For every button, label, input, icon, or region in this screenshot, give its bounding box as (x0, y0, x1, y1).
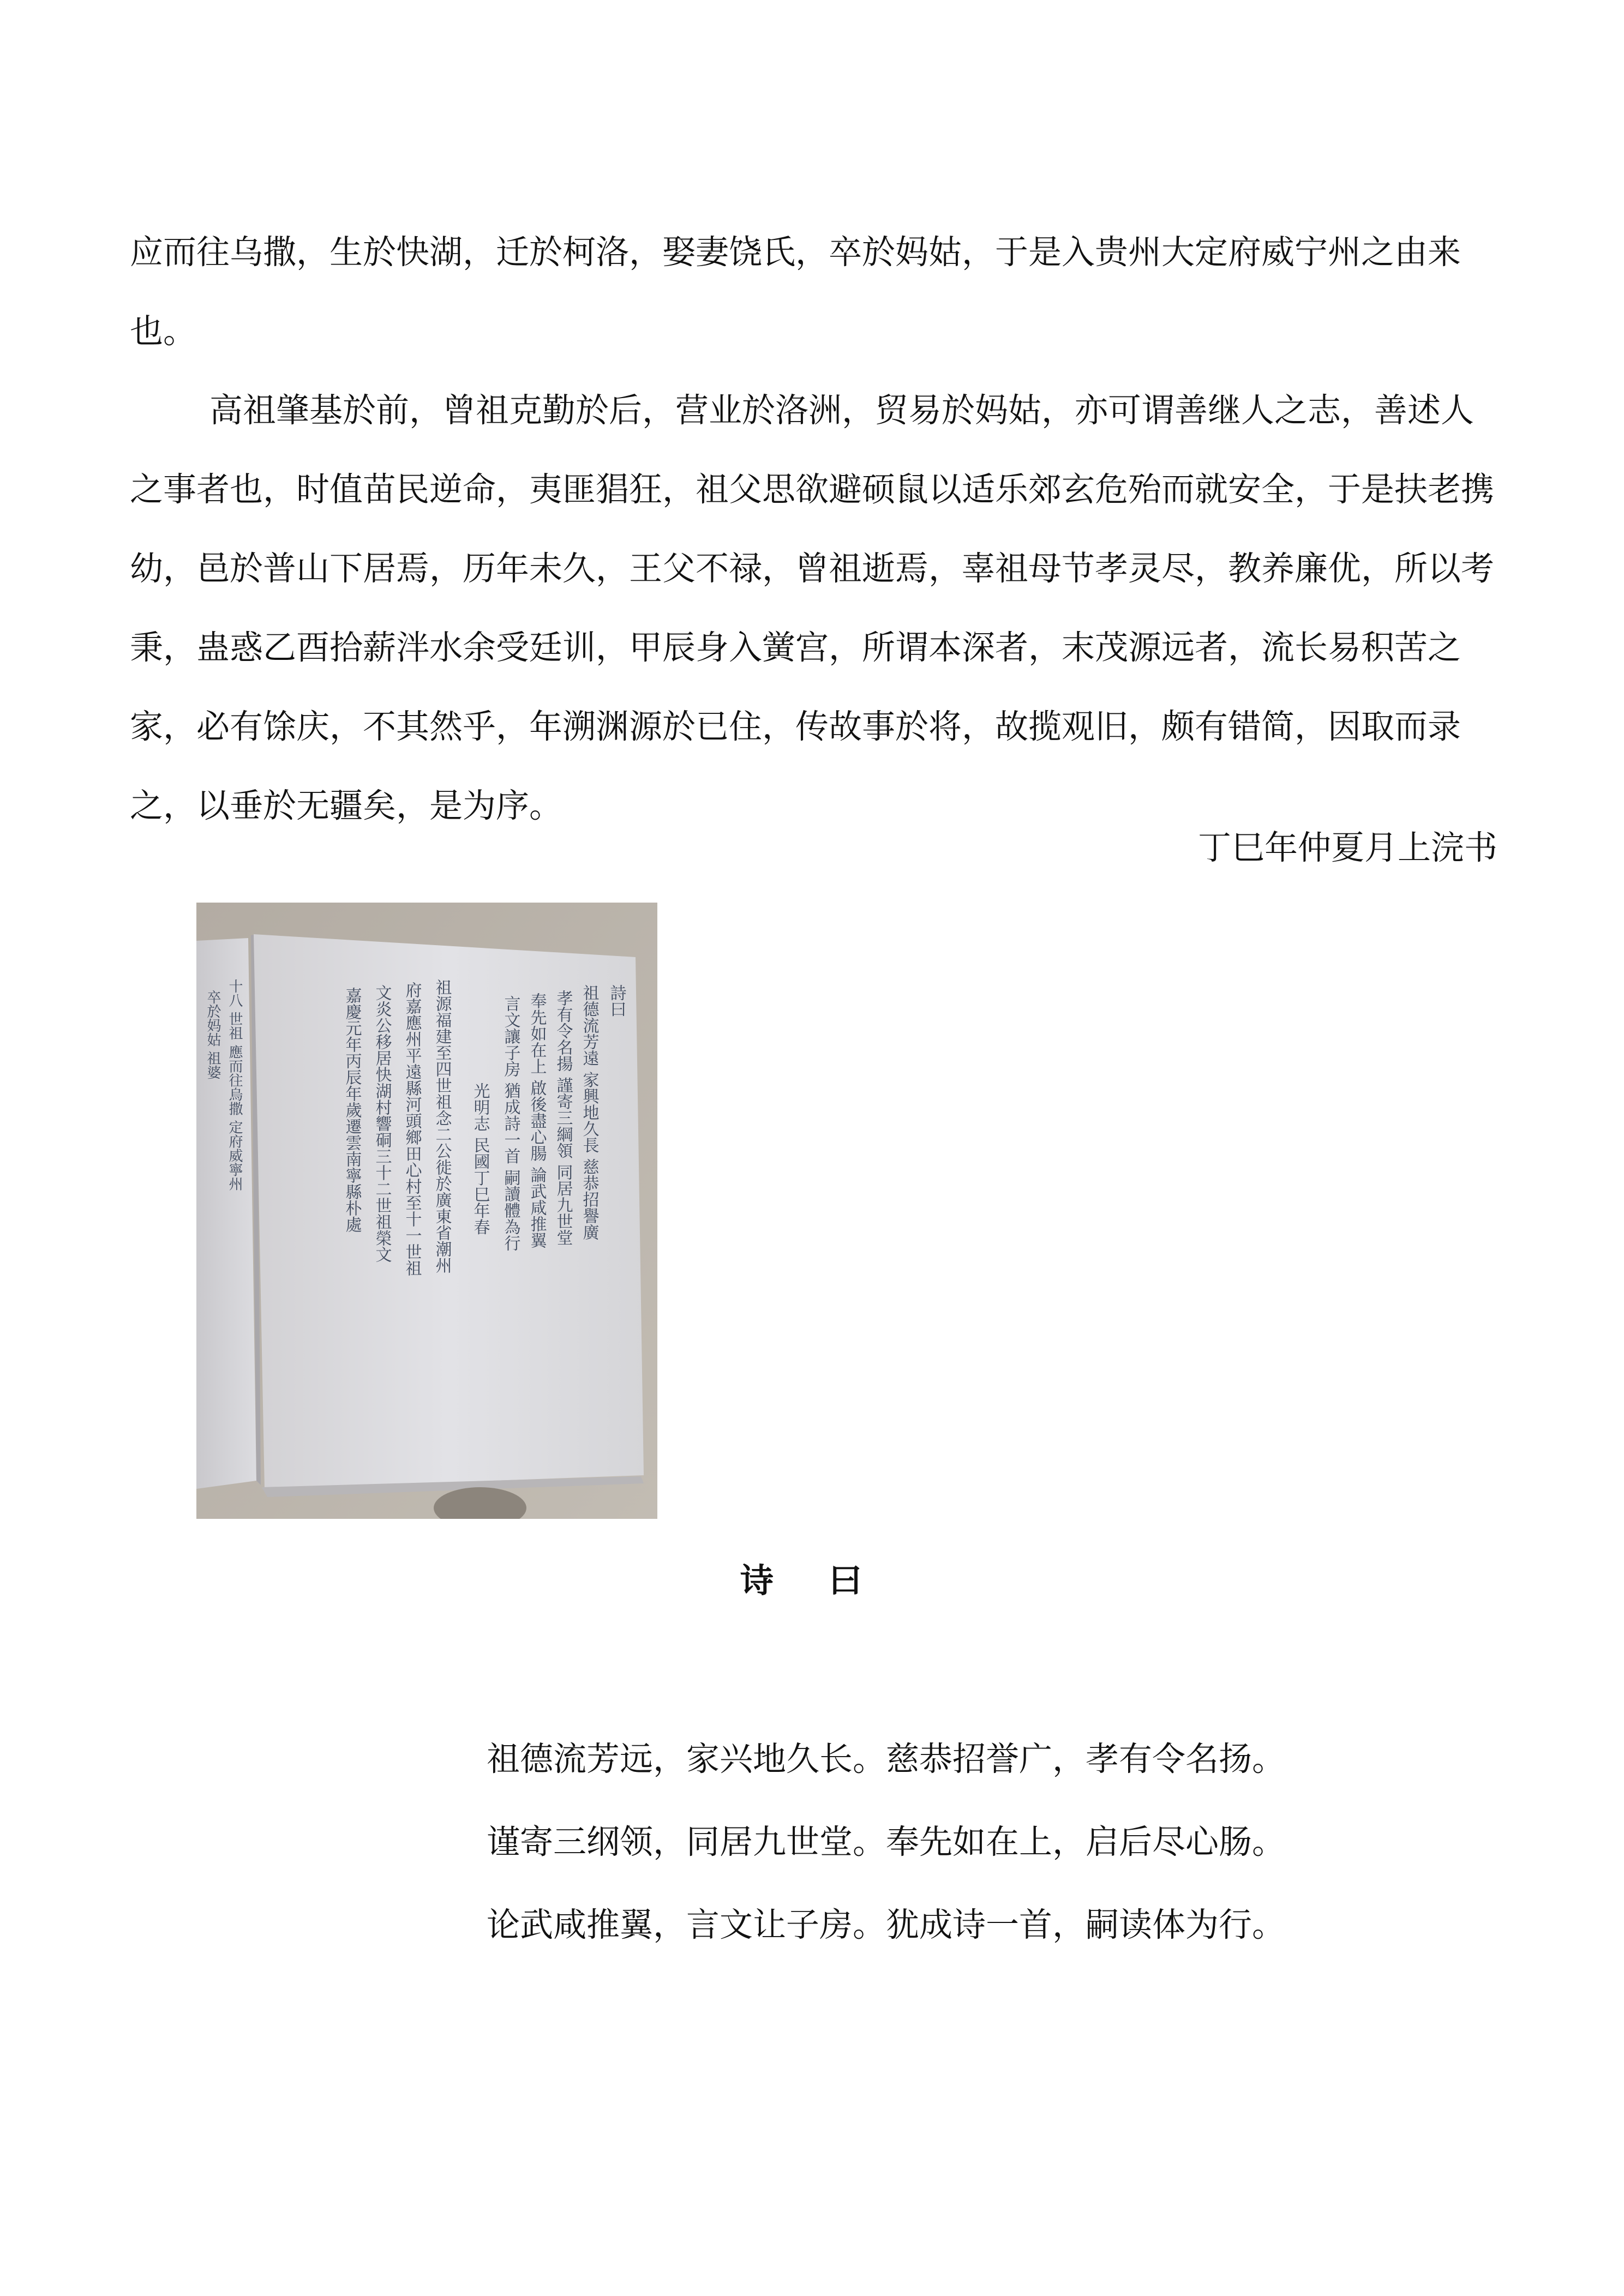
poem-text (487, 1718, 1285, 1967)
manuscript-photo (196, 903, 657, 1519)
manuscript-column: 府嘉應州平遠縣河頭鄉田心村至十一世祖 (402, 982, 422, 1276)
manuscript-column: 卒於妈姑 祖婆 (205, 990, 221, 1080)
manuscript-column: 詩曰 (607, 984, 626, 1017)
manuscript-column: 祖源福建至四世祖念二公徙於廣東省潮州 (432, 979, 452, 1273)
manuscript-column: 嘉慶元年丙辰年歲遷雲南寧縣朴處 (342, 987, 362, 1233)
preface-paragraph: 应而往乌撒，生於快湖，迁於柯洛，娶妻饶氏，卒於妈姑，于是入贵州大定府威宁州之由来也。 (130, 233, 1461, 351)
manuscript-column: 孝有令名揚 謹寄三綱領 同居九世堂 (553, 990, 573, 1246)
preface-text (130, 213, 1505, 845)
poem-line: 谨寄三纲领，同居九世堂。奉先如在上，启后尽心肠。 (487, 1823, 1286, 1861)
manuscript-column: 祖德流芳遠 家興地久長 慈恭招譽廣 (579, 984, 599, 1241)
poem-line: 论武咸推翼，言文让子房。犹成诗一首，嗣读体为行。 (487, 1906, 1286, 1944)
manuscript-column: 十八 世祖 應而往烏撒 定府威寧州 (226, 979, 243, 1191)
preface-paragraph: 高祖肇基於前，曾祖克勤於后，营业於洛洲，贸易於妈姑，亦可谓善继人之志，善述人之事者也，时值苗民逆命，夷匪猖狂，祖父思欲避硕鼠以适乐郊玄危殆而就安全，于是扶老携幼，邑於普山下居焉，历年未久，王父不禄，曾祖逝焉，辜祖母节孝灵尽，教养廉优，所以考秉，蛊惑乙酉拾薪泮水余受廷训，甲辰身入黉宫，所谓本深者，末茂源远者，流长易积苦之家，必有馀庆，不其然乎，年溯渊源於已住，传故事於将，故揽观旧，颇有错简，因取而录之，以垂於无疆矣，是为序。 (130, 391, 1495, 825)
manuscript-column: 光明志 民國丁巳年春 (470, 1083, 490, 1235)
poem-line: 祖德流芳远，家兴地久长。慈恭招誉广，孝有令名扬。 (487, 1740, 1286, 1778)
preface-signature: 丁巳年仲夏月上浣书 (1197, 828, 1497, 867)
manuscript-column: 言文讓子房 猶成詩一首 嗣讀體為行 (501, 995, 520, 1252)
poem-title: 诗 曰 (740, 1561, 884, 1600)
manuscript-column: 文炎公移居快湖村響硐三十二世祖榮文 (372, 984, 392, 1263)
manuscript-column: 奉先如在上 啟後盡心腸 論武咸推翼 (527, 993, 547, 1249)
